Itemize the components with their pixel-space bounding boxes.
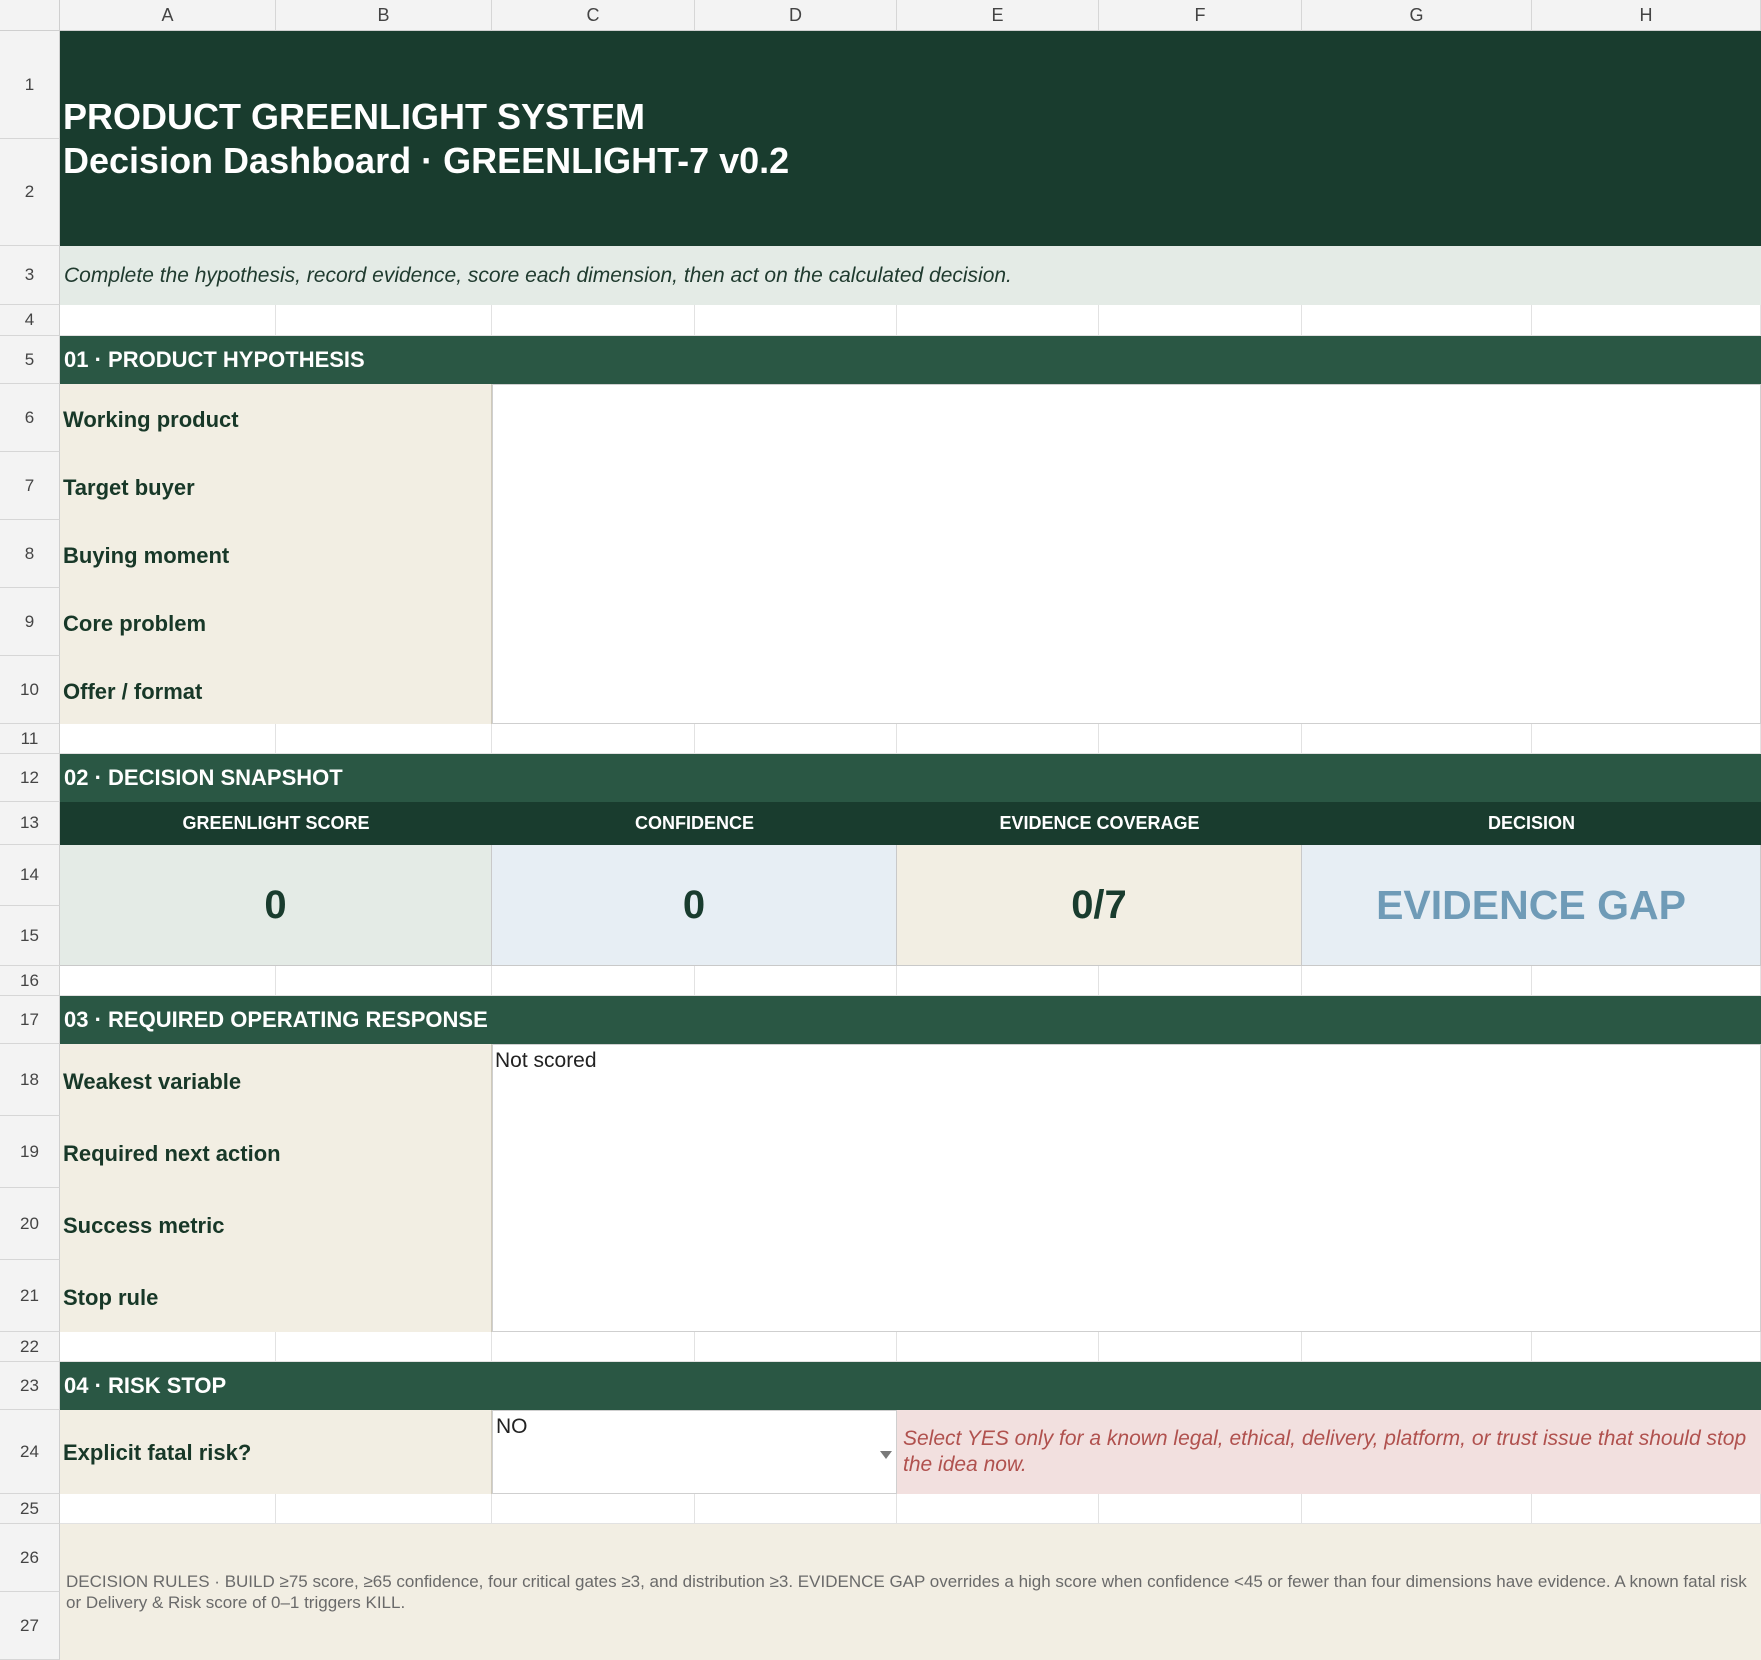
grid-cell[interactable] — [492, 724, 695, 754]
row-header-21[interactable]: 21 — [0, 1260, 60, 1332]
row-header-6[interactable]: 6 — [0, 384, 60, 452]
response-output-area[interactable] — [492, 1044, 1761, 1332]
grid-cell[interactable] — [897, 1332, 1099, 1362]
row-header-11[interactable]: 11 — [0, 724, 60, 754]
grid-cell[interactable] — [492, 966, 695, 996]
grid-cell[interactable] — [695, 966, 897, 996]
grid-cell[interactable] — [1099, 1494, 1302, 1524]
grid-cell[interactable] — [897, 724, 1099, 754]
fatal-risk-warning: Select YES only for a known legal, ethical, delivery, platform, or trust issue that should stop the idea now. — [897, 1410, 1761, 1494]
row-header-20[interactable]: 20 — [0, 1188, 60, 1260]
grid-cell[interactable] — [1532, 724, 1761, 754]
kpi-header-confidence: CONFIDENCE — [492, 802, 897, 845]
row-header-14[interactable]: 14 — [0, 845, 60, 906]
decision-value: EVIDENCE GAP — [1302, 845, 1761, 966]
label-fatal-risk: Explicit fatal risk? — [63, 1440, 252, 1465]
row-header-7[interactable]: 7 — [0, 452, 60, 520]
label-required-next-action: Required next action — [63, 1141, 281, 1166]
column-header-b[interactable]: B — [276, 0, 492, 31]
grid-cell[interactable] — [1532, 305, 1761, 336]
column-header-c[interactable]: C — [492, 0, 695, 31]
grid-cell[interactable] — [695, 1494, 897, 1524]
row-header-23[interactable]: 23 — [0, 1362, 60, 1410]
label-working-product: Working product — [63, 407, 239, 432]
grid-cell[interactable] — [60, 724, 276, 754]
grid-cell[interactable] — [60, 966, 276, 996]
grid-cell[interactable] — [695, 724, 897, 754]
grid-cell[interactable] — [1099, 305, 1302, 336]
grid-cell[interactable] — [1302, 966, 1532, 996]
row-header-3[interactable]: 3 — [0, 246, 60, 305]
grid-cell[interactable] — [492, 305, 695, 336]
evidence-coverage-value: 0/7 — [897, 845, 1302, 966]
grid-cell[interactable] — [276, 305, 492, 336]
row-header-16[interactable]: 16 — [0, 966, 60, 996]
dashboard-title: Decision Dashboard · GREENLIGHT-7 v0.2 — [63, 140, 790, 181]
column-header-e[interactable]: E — [897, 0, 1099, 31]
row-header-25[interactable]: 25 — [0, 1494, 60, 1524]
row-header-5[interactable]: 5 — [0, 336, 60, 384]
row-header-27[interactable]: 27 — [0, 1592, 60, 1660]
grid-cell[interactable] — [1099, 724, 1302, 754]
row-header-12[interactable]: 12 — [0, 754, 60, 802]
fatal-risk-dropdown[interactable] — [492, 1410, 897, 1494]
section-header-snapshot: 02 · DECISION SNAPSHOT — [60, 754, 1761, 802]
section-header-hypothesis: 01 · PRODUCT HYPOTHESIS — [60, 336, 1761, 384]
section-header-response: 03 · REQUIRED OPERATING RESPONSE — [60, 996, 1761, 1044]
grid-cell[interactable] — [1099, 1332, 1302, 1362]
hypothesis-input-area[interactable] — [492, 384, 1761, 724]
kpi-header-evidence-coverage: EVIDENCE COVERAGE — [897, 802, 1302, 845]
column-header-f[interactable]: F — [1099, 0, 1302, 31]
grid-cell[interactable] — [1302, 305, 1532, 336]
grid-cell[interactable] — [1302, 1494, 1532, 1524]
column-header-a[interactable]: A — [60, 0, 276, 31]
fatal-risk-selected: NO — [496, 1415, 528, 1438]
grid-cell[interactable] — [897, 1494, 1099, 1524]
kpi-header-greenlight-score: GREENLIGHT SCORE — [60, 802, 492, 845]
column-header-d[interactable]: D — [695, 0, 897, 31]
row-header-19[interactable]: 19 — [0, 1116, 60, 1188]
grid-cell[interactable] — [897, 305, 1099, 336]
column-header-g[interactable]: G — [1302, 0, 1532, 31]
row-header-22[interactable]: 22 — [0, 1332, 60, 1362]
row-header-17[interactable]: 17 — [0, 996, 60, 1044]
column-header-h[interactable]: H — [1532, 0, 1761, 31]
decision-rules-text: DECISION RULES · BUILD ≥75 score, ≥65 confidence, four critical gates ≥3, and distribution ≥3. EVIDENCE GAP overrides a high score when confidence <45 or fewer than four dimensions have evidence. A known fatal risk or Delivery & Risk score of 0–1 triggers KILL. — [66, 1572, 1747, 1612]
label-offer-format: Offer / format — [63, 679, 203, 704]
grid-cell[interactable] — [1302, 1332, 1532, 1362]
row-header-1[interactable]: 1 — [0, 31, 60, 139]
label-stop-rule: Stop rule — [63, 1285, 159, 1310]
grid-cell[interactable] — [897, 966, 1099, 996]
grid-cell[interactable] — [1532, 966, 1761, 996]
greenlight-score-value: 0 — [60, 845, 492, 966]
row-header-26[interactable]: 26 — [0, 1524, 60, 1592]
grid-cell[interactable] — [695, 1332, 897, 1362]
instructions-text: Complete the hypothesis, record evidence, score each dimension, then act on the calculated decision. — [64, 264, 1012, 287]
row-header-10[interactable]: 10 — [0, 656, 60, 724]
label-success-metric: Success metric — [63, 1213, 225, 1238]
grid-cell[interactable] — [60, 1332, 276, 1362]
grid-cell[interactable] — [492, 1494, 695, 1524]
section-header-risk: 04 · RISK STOP — [60, 1362, 1761, 1410]
grid-cell[interactable] — [1302, 724, 1532, 754]
decision-rules — [60, 1524, 1761, 1660]
label-target-buyer: Target buyer — [63, 475, 195, 500]
weakest-variable-value: Not scored — [495, 1049, 597, 1072]
label-buying-moment: Buying moment — [63, 543, 230, 568]
chevron-down-icon[interactable] — [880, 1451, 892, 1459]
grid-cell[interactable] — [60, 305, 276, 336]
kpi-header-decision: DECISION — [1302, 802, 1761, 845]
row-header-4[interactable]: 4 — [0, 305, 60, 336]
grid-cell[interactable] — [1532, 1494, 1761, 1524]
row-header-15[interactable]: 15 — [0, 906, 60, 966]
grid-cell[interactable] — [276, 1494, 492, 1524]
row-header-18[interactable]: 18 — [0, 1044, 60, 1116]
row-header-9[interactable]: 9 — [0, 588, 60, 656]
label-weakest-variable: Weakest variable — [63, 1069, 242, 1094]
grid-cell[interactable] — [492, 1332, 695, 1362]
grid-cell[interactable] — [60, 1494, 276, 1524]
row-header-24[interactable]: 24 — [0, 1410, 60, 1494]
row-header-8[interactable]: 8 — [0, 520, 60, 588]
grid-cell[interactable] — [276, 1332, 492, 1362]
row-header-2[interactable]: 2 — [0, 139, 60, 246]
label-core-problem: Core problem — [63, 611, 207, 636]
confidence-value: 0 — [492, 845, 897, 966]
select-all-corner[interactable] — [0, 0, 60, 31]
row-header-13[interactable]: 13 — [0, 802, 60, 845]
grid-cell[interactable] — [276, 966, 492, 996]
grid-cell[interactable] — [1532, 1332, 1761, 1362]
app-title: PRODUCT GREENLIGHT SYSTEM — [63, 96, 646, 137]
grid-cell[interactable] — [276, 724, 492, 754]
grid-cell[interactable] — [1099, 966, 1302, 996]
grid-cell[interactable] — [695, 305, 897, 336]
